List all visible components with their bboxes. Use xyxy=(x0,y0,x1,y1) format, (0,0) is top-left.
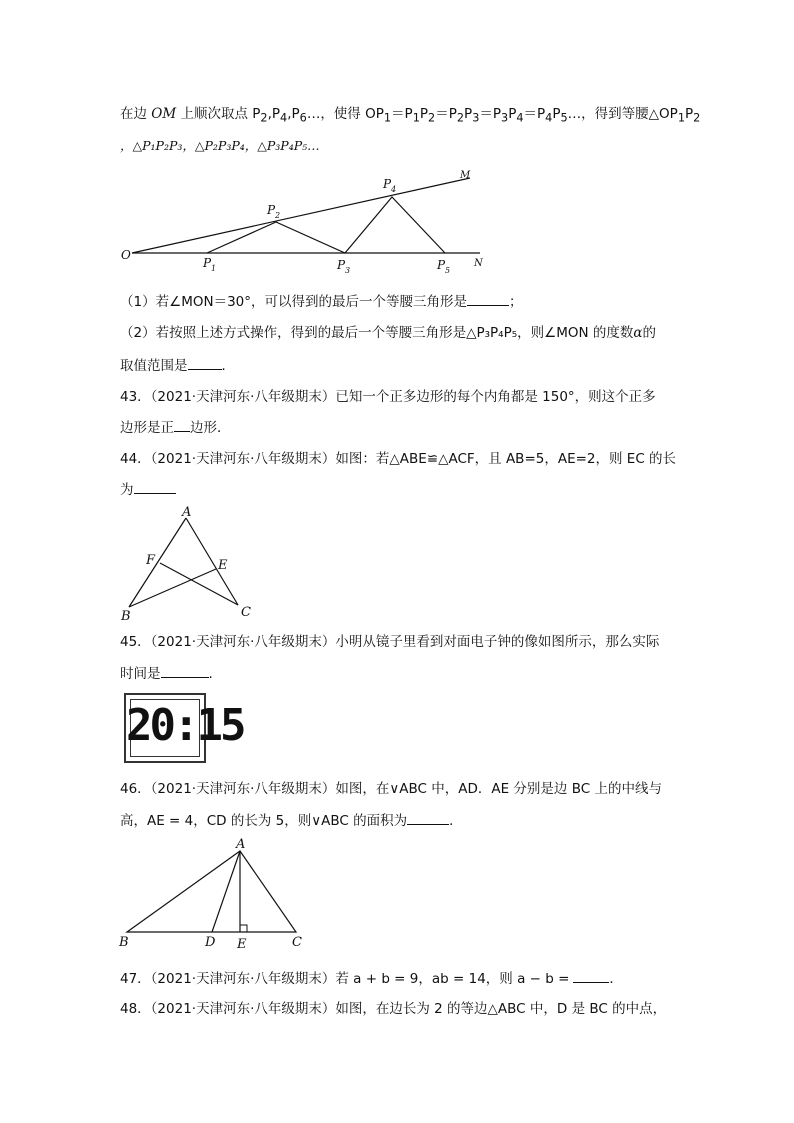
q43-line-2 xyxy=(120,417,231,438)
q43-text: 边形． xyxy=(190,420,231,436)
q43-line-1 xyxy=(120,387,656,407)
intro-text: P xyxy=(685,106,694,122)
figure-angle-isosceles-chain xyxy=(115,162,495,282)
median-ad xyxy=(212,851,240,932)
intro-text: ，△P₁P₂P₃，△P₂P₃P₄，△P₃P₄P₅… xyxy=(120,138,320,153)
q42-part1-end: ； xyxy=(509,294,523,310)
intro-sub: 1 xyxy=(383,111,392,125)
intro-sub: 3 xyxy=(472,111,480,125)
q43-text: 边形是正 xyxy=(120,420,174,436)
q47-line xyxy=(120,968,623,989)
intro-text: ,P xyxy=(267,106,281,122)
intro-sub: 2 xyxy=(260,111,268,125)
q47-text: 47．（2021·天津河东·八年级期末）若 a + b = 9，ab = 14，则 a − b = xyxy=(120,971,570,987)
label-m: M xyxy=(460,170,471,181)
right-angle-mark xyxy=(240,925,247,932)
segment-ab xyxy=(129,518,186,607)
q42-part2 xyxy=(120,323,656,343)
digital-clock xyxy=(124,693,244,763)
intro-line-1 xyxy=(120,104,700,129)
segment-ac xyxy=(186,518,238,605)
q42-part2-text: （2）若按照上述方式操作，得到的最后一个等腰三角形是△P₃P₄P₅，则∠MON 的度数 xyxy=(120,325,634,341)
q44-text: 为 xyxy=(120,482,134,498)
label-f: F xyxy=(146,553,156,568)
label-b: B xyxy=(119,935,129,950)
intro-sub: 1 xyxy=(412,111,420,125)
label-n: N xyxy=(474,258,483,269)
intro-text: …，使得 OP xyxy=(306,106,384,122)
q43-text: 43．（2021·天津河东·八年级期末）已知一个正多边形的每个内角都是 150°，则这个正多 xyxy=(120,389,656,405)
q45-line-2 xyxy=(120,663,213,684)
label-c: C xyxy=(292,935,302,950)
q47-text: ． xyxy=(609,971,623,987)
figure-congruent-triangles xyxy=(118,503,263,628)
ray-om xyxy=(132,178,470,253)
intro-sub: 5 xyxy=(560,111,568,125)
label-p2-sub: 2 xyxy=(275,211,281,220)
label-p4: P xyxy=(383,177,392,191)
intro-sub: 4 xyxy=(545,111,553,125)
intro-text: ＝P xyxy=(479,106,502,122)
q42-part1-text: （1）若∠MON＝30°，可以得到的最后一个等腰三角形是 xyxy=(120,294,467,310)
q45-line-1 xyxy=(120,632,659,652)
q42-part3 xyxy=(120,355,235,376)
q44-text: 44．（2021·天津河东·八年级期末）如图：若△ABE≌△ACF，且 AB=5，AE=2，则 EC 的长 xyxy=(120,451,677,467)
q45-text: . xyxy=(208,666,213,682)
intro-text: P xyxy=(464,106,473,122)
answer-blank[interactable] xyxy=(467,291,509,306)
label-o: O xyxy=(121,248,131,262)
label-c: C xyxy=(241,605,251,620)
q45-text: 时间是 xyxy=(120,666,161,682)
alpha-symbol: α xyxy=(633,325,643,341)
intro-text: ＝P xyxy=(523,106,546,122)
intro-text: ,P xyxy=(287,106,300,122)
label-e: E xyxy=(218,558,228,573)
answer-blank[interactable] xyxy=(188,355,222,370)
label-p5: P xyxy=(437,258,446,272)
label-a: A xyxy=(236,838,246,852)
q42-part2-end: 的 xyxy=(642,325,657,341)
intro-sub: 3 xyxy=(501,111,509,125)
label-p4-sub: 4 xyxy=(391,185,397,194)
q42-part1 xyxy=(120,291,523,312)
q46-line-2 xyxy=(120,810,463,831)
label-p3: P xyxy=(337,258,346,272)
q48-line xyxy=(120,999,666,1019)
zigzag-segments xyxy=(207,197,445,253)
answer-blank[interactable] xyxy=(134,479,176,494)
intro-sub: 2 xyxy=(693,111,701,125)
q46-text: 46．（2021·天津河东·八年级期末）如图，在∨ABC 中，AD．AE 分别是边 BC 上的中线与 xyxy=(120,781,662,797)
intro-text: 上顺次取点 P xyxy=(176,106,261,122)
answer-blank[interactable] xyxy=(573,968,609,983)
q46-text: 高，AE = 4，CD 的长为 5，则∨ABC 的面积为 xyxy=(120,813,408,829)
intro-text: OM xyxy=(151,106,177,122)
intro-sub: 4 xyxy=(516,111,524,125)
label-p1-sub: 1 xyxy=(211,264,217,273)
answer-blank[interactable] xyxy=(161,663,209,678)
label-p5-sub: 5 xyxy=(445,266,451,275)
label-e: E xyxy=(237,937,247,952)
intro-text: P xyxy=(508,106,517,122)
q44-line-2 xyxy=(120,479,176,500)
triangle-abc xyxy=(127,851,296,932)
intro-sub: 1 xyxy=(677,111,685,125)
intro-sub: 6 xyxy=(299,111,307,125)
label-p1: P xyxy=(203,256,212,270)
intro-sub: 2 xyxy=(428,111,436,125)
answer-blank[interactable] xyxy=(174,417,190,432)
intro-sub: 4 xyxy=(280,111,288,125)
label-p2: P xyxy=(267,203,276,217)
label-p3-sub: 3 xyxy=(345,266,351,275)
q46-line-1 xyxy=(120,779,662,799)
q42-part3-end: ． xyxy=(221,358,235,374)
q46-text: ． xyxy=(449,813,463,829)
intro-text: ＝P xyxy=(435,106,457,122)
intro-text: 在边 xyxy=(120,106,152,122)
intro-text: P xyxy=(419,106,429,122)
intro-line-2 xyxy=(120,136,320,156)
intro-text: P xyxy=(552,106,561,122)
label-d: D xyxy=(205,935,216,950)
q44-line-1 xyxy=(120,449,676,469)
intro-text: ＝P xyxy=(391,106,413,122)
intro-text: …，得到等腰△OP xyxy=(567,106,678,122)
label-b: B xyxy=(121,609,131,624)
q48-text: 48．（2021·天津河东·八年级期末）如图，在边长为 2 的等边△ABC 中，D 是 BC 的中点， xyxy=(120,1001,667,1017)
figure-triangle-median-altitude xyxy=(114,838,314,958)
label-a: A xyxy=(182,505,192,520)
answer-blank[interactable] xyxy=(407,810,449,825)
q45-text: 45．（2021·天津河东·八年级期末）小明从镜子里看到对面电子钟的像如图所示，那么实际 xyxy=(120,634,660,650)
intro-sub: 2 xyxy=(456,111,465,125)
q42-part3-text: 取值范围是 xyxy=(120,358,188,374)
clock-display: 20:15 xyxy=(126,700,244,751)
segment-be xyxy=(129,569,216,607)
